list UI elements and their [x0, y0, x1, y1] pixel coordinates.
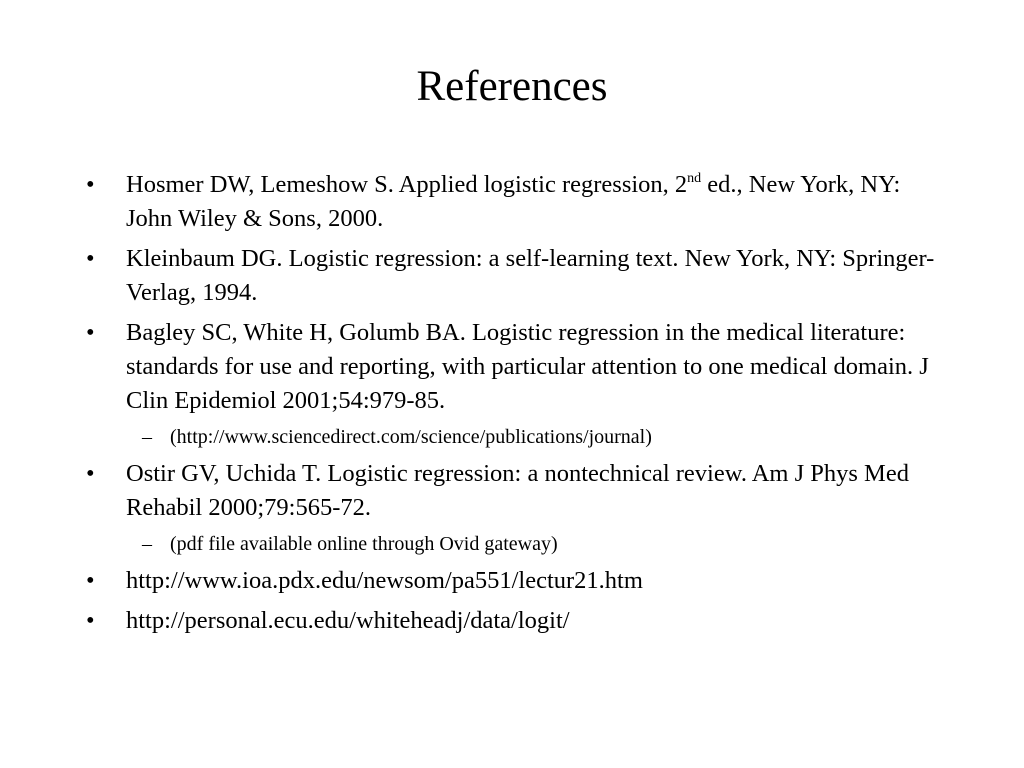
bullet-icon: •: [86, 460, 95, 487]
reference-text: Bagley SC, White H, Golumb BA. Logistic regression in the medical literature: standards for use and reporting, with particular attention to one medical domain. J Clin Epidemiol 2001;54:979-85.: [126, 319, 929, 414]
superscript: nd: [687, 171, 702, 186]
reference-item-hosmer: [86, 168, 936, 236]
reference-note-sciencedirect: [86, 423, 936, 451]
bullet-icon: •: [86, 171, 95, 198]
reference-note-ovid: [86, 530, 936, 558]
reference-text: http://personal.ecu.edu/whiteheadj/data/logit/: [126, 607, 570, 634]
bullet-icon: •: [86, 567, 95, 594]
reference-item-kleinbaum: [86, 242, 936, 310]
bullet-icon: •: [86, 245, 95, 272]
reference-text: Ostir GV, Uchida T. Logistic regression: a nontechnical review. Am J Phys Med Rehabil 2000;79:565-72.: [126, 460, 909, 521]
reference-item-ostir: [86, 457, 936, 525]
reference-note-text: (pdf file available online through Ovid gateway): [170, 533, 558, 555]
reference-note-text: (http://www.sciencedirect.com/science/publications/journal): [170, 426, 652, 448]
dash-icon: –: [142, 426, 152, 448]
reference-item-pdx-url: [86, 564, 936, 598]
reference-text: Hosmer DW, Lemeshow S. Applied logistic regression, 2nd ed., New York, NY: John Wiley & Sons, 2000.: [126, 171, 901, 232]
reference-text: Kleinbaum DG. Logistic regression: a self-learning text. New York, NY: Springer-Verlag, 1994.: [126, 245, 935, 306]
bullet-icon: •: [86, 319, 95, 346]
slide-title: References: [416, 63, 608, 110]
dash-icon: –: [142, 533, 152, 555]
bullet-icon: •: [86, 607, 95, 634]
references-list: [86, 168, 936, 644]
reference-item-bagley: [86, 316, 936, 418]
reference-text: http://www.ioa.pdx.edu/newsom/pa551/lectur21.htm: [126, 567, 643, 594]
reference-item-ecu-url: [86, 604, 936, 638]
